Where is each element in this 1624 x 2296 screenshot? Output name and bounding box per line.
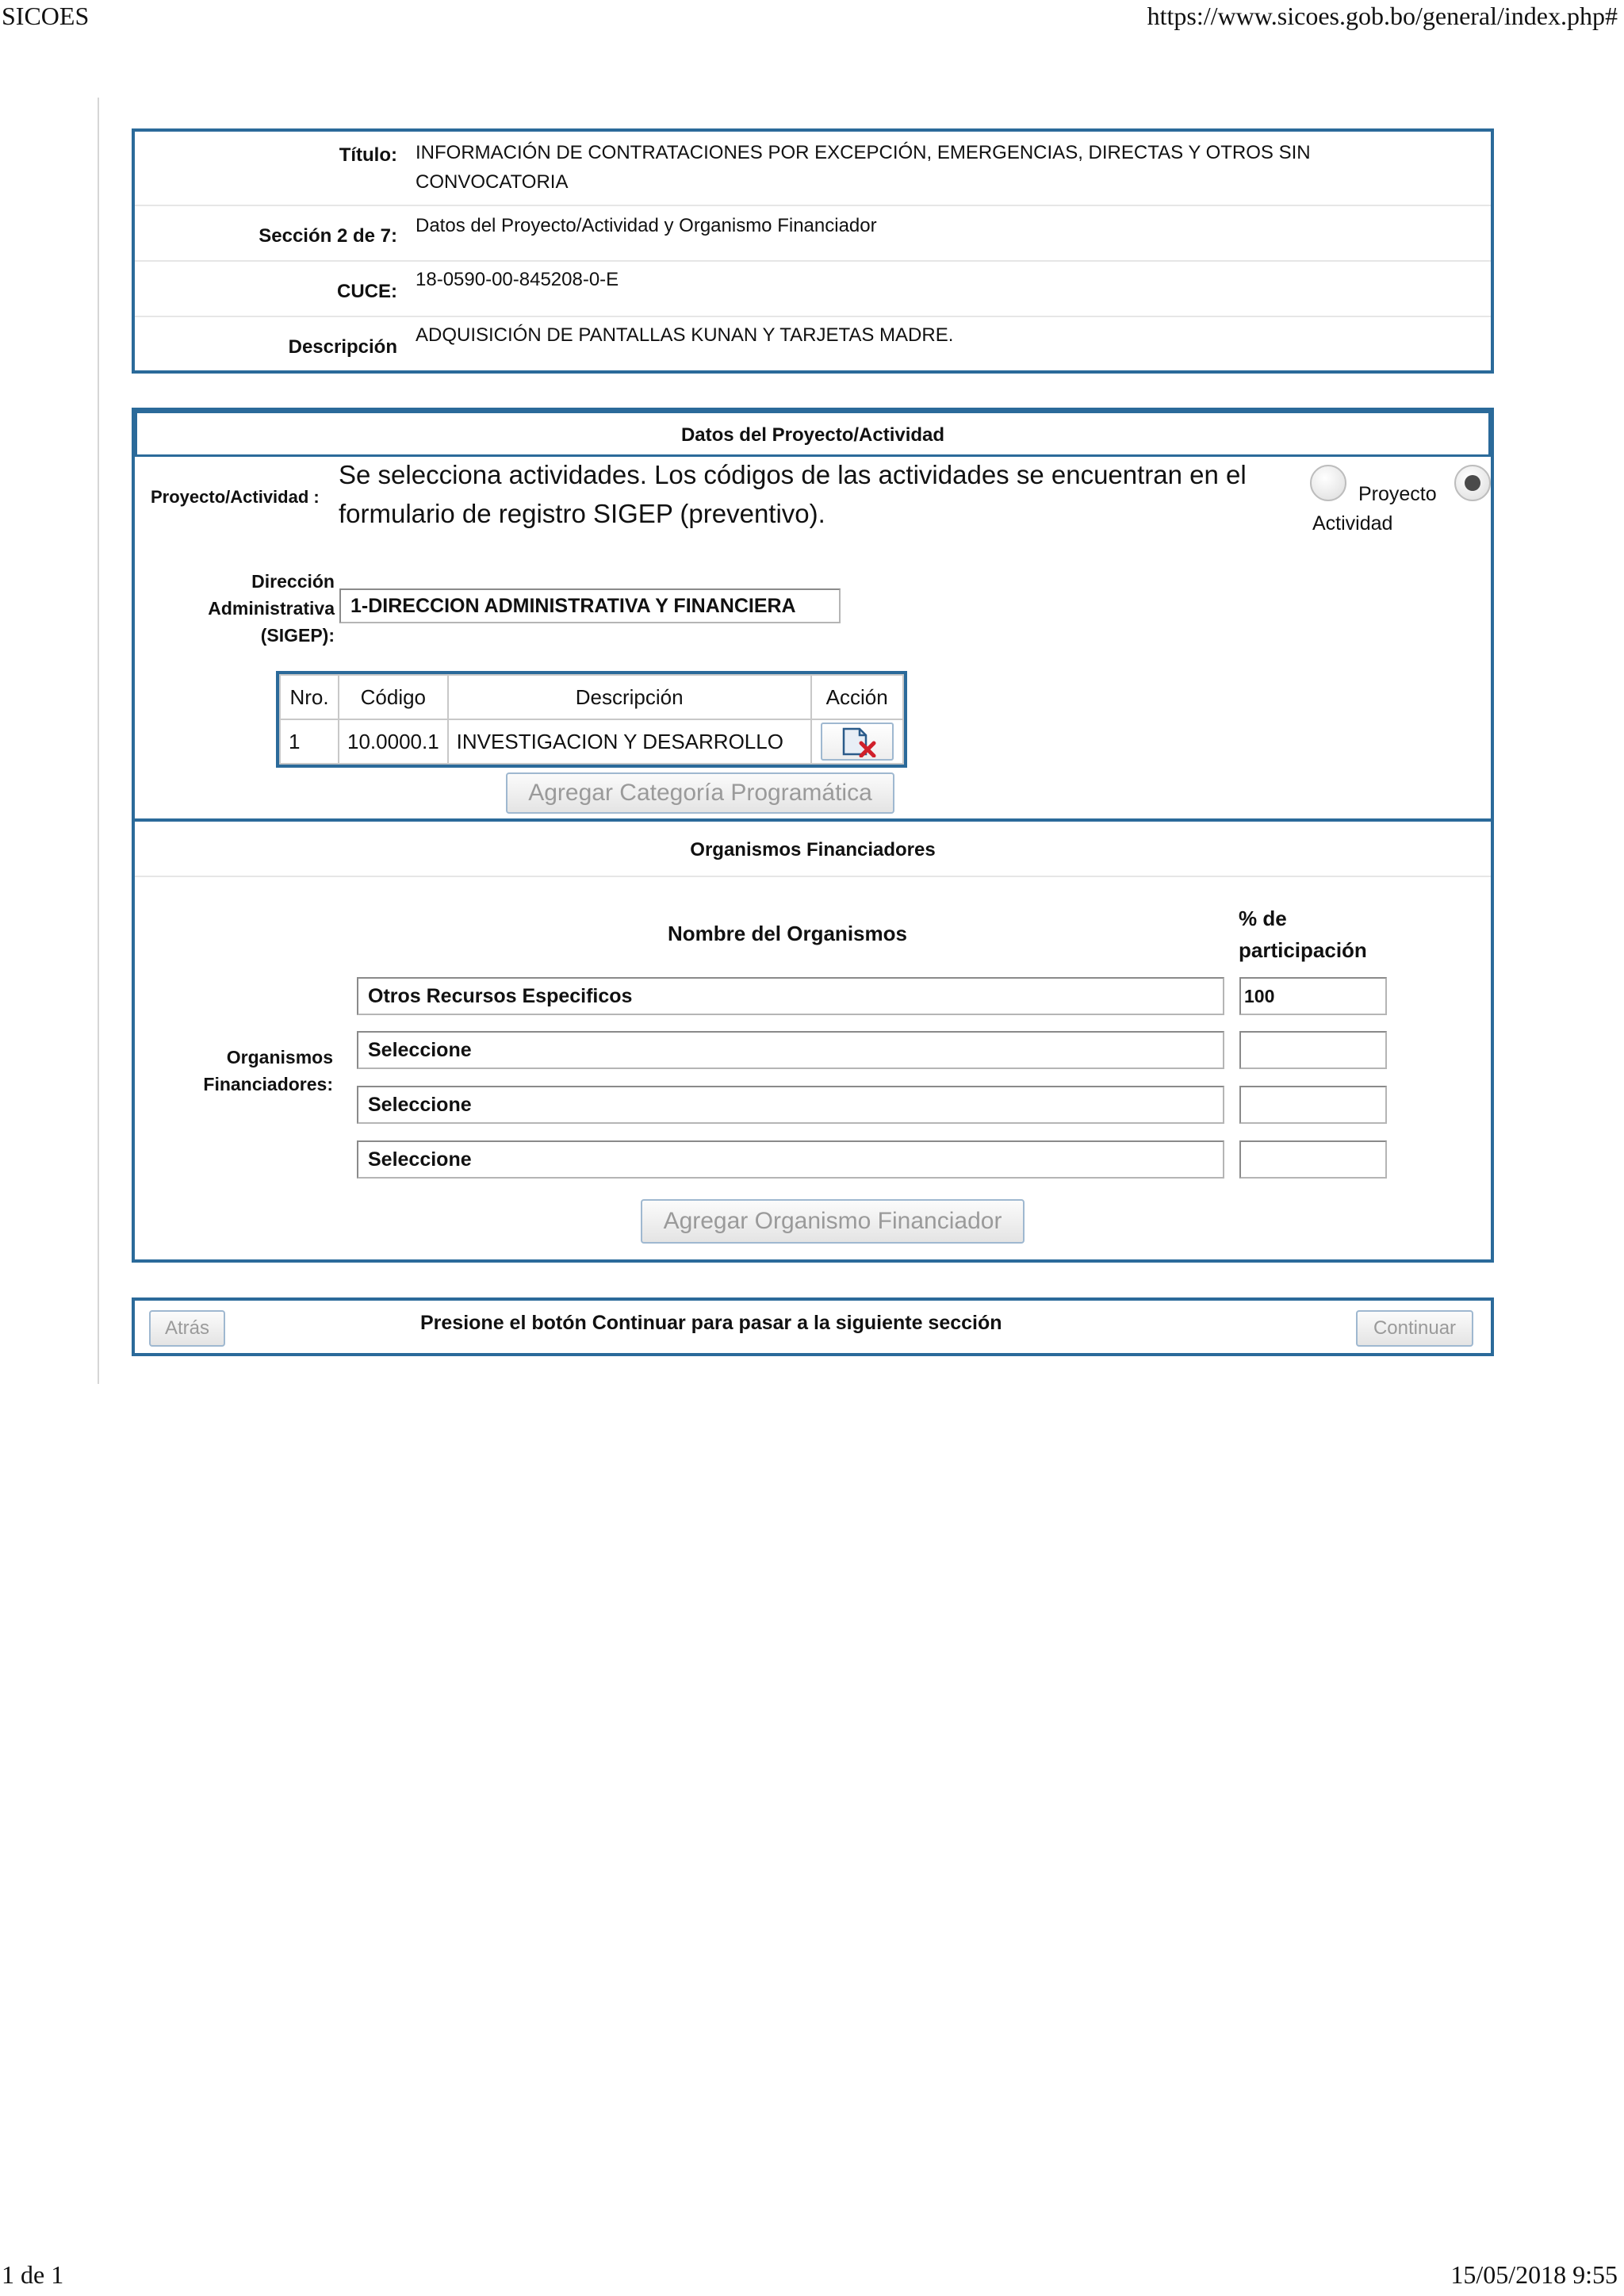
cuce-row xyxy=(135,260,1491,317)
col-nro-header: Nro. xyxy=(280,675,339,719)
radio-selected-dot xyxy=(1465,475,1480,491)
col-participacion-line1: % de xyxy=(1239,907,1287,930)
agregar-organismo-button[interactable]: Agregar Organismo Financiador xyxy=(641,1199,1025,1244)
atras-button[interactable]: Atrás xyxy=(149,1310,225,1347)
col-participacion-line2: participación xyxy=(1239,938,1367,962)
direccion-label-line2: Administrativa xyxy=(208,598,335,619)
organismo-select-2[interactable]: Seleccione xyxy=(357,1031,1224,1069)
participacion-input-4[interactable] xyxy=(1239,1140,1387,1179)
radio-actividad-label: Actividad xyxy=(1312,512,1393,535)
table-row xyxy=(280,719,903,764)
titulo-value: INFORMACIÓN DE CONTRATACIONES POR EXCEPCIÓN, EMERGENCIAS, DIRECTAS Y OTROS SIN CONVOCATORIA xyxy=(416,142,1311,193)
print-footer-date: 15/05/2018 9:55 xyxy=(1450,2260,1618,2289)
proyecto-header-box xyxy=(135,411,1491,457)
cuce-label: CUCE: xyxy=(337,281,397,302)
navigation-bar xyxy=(132,1297,1494,1356)
organismos-section-header: Organismos Financiadores xyxy=(690,839,936,861)
titulo-row xyxy=(135,132,1491,206)
radio-proyecto-label: Proyecto xyxy=(1358,483,1437,505)
organismos-label xyxy=(167,1044,333,1098)
col-participacion-header xyxy=(1239,903,1367,966)
continue-message: Presione el botón Continuar para pasar a la siguiente sección xyxy=(420,1312,1002,1334)
descripcion-value: ADQUISICIÓN DE PANTALLAS KUNAN Y TARJETAS MADRE. xyxy=(416,324,954,346)
proyecto-section-header: Datos del Proyecto/Actividad xyxy=(680,424,945,446)
direccion-select[interactable]: 1-DIRECCION ADMINISTRATIVA Y FINANCIERA xyxy=(339,588,841,623)
descripcion-label: Descripción xyxy=(288,336,397,358)
proyecto-note: Se selecciona actividades. Los códigos de las actividades se encuentran en el formulario de registro SIGEP (preventivo). xyxy=(339,460,1247,528)
print-footer-page: 1 de 1 xyxy=(2,2260,64,2289)
row-descripcion: INVESTIGACION Y DESARROLLO xyxy=(448,719,811,764)
categoria-table xyxy=(279,674,904,765)
col-nombre-organismo-header: Nombre del Organismos xyxy=(668,922,907,945)
participacion-input-1[interactable]: 100 xyxy=(1239,977,1387,1015)
direccion-label xyxy=(182,568,335,649)
col-descripcion-header: Descripción xyxy=(448,675,811,719)
descripcion-row xyxy=(135,316,1491,371)
radio-proyecto[interactable] xyxy=(1310,465,1346,501)
direccion-label-line1: Dirección xyxy=(251,571,335,592)
col-accion-header: Acción xyxy=(811,675,903,719)
organismos-label-line1: Organismos xyxy=(226,1047,333,1068)
row-nro: 1 xyxy=(280,719,339,764)
organismos-header-row xyxy=(135,822,1491,877)
delete-document-icon xyxy=(833,726,880,757)
col-codigo-header: Código xyxy=(339,675,448,719)
categoria-table-box xyxy=(276,671,907,768)
seccion-row xyxy=(135,205,1491,262)
seccion-label: Sección 2 de 7: xyxy=(259,225,397,247)
radio-actividad[interactable] xyxy=(1454,465,1491,501)
organismo-select-1[interactable]: Otros Recursos Especificos xyxy=(357,977,1224,1015)
page-left-border xyxy=(98,98,99,1384)
categoria-table-header xyxy=(280,675,903,719)
organismo-select-3[interactable]: Seleccione xyxy=(357,1086,1224,1124)
print-header-title: SICOES xyxy=(2,2,90,30)
print-header-url: https://www.sicoes.gob.bo/general/index.php# xyxy=(1147,2,1618,30)
proyecto-actividad-label: Proyecto/Actividad : xyxy=(151,487,320,507)
continuar-button[interactable]: Continuar xyxy=(1356,1310,1473,1347)
row-accion xyxy=(811,719,903,764)
seccion-value: Datos del Proyecto/Actividad y Organismo Financiador xyxy=(416,215,877,236)
proyecto-organismos-panel xyxy=(132,408,1494,1263)
organismos-label-line2: Financiadores: xyxy=(203,1074,333,1094)
agregar-categoria-button[interactable]: Agregar Categoría Programática xyxy=(506,772,894,814)
organismo-select-4[interactable]: Seleccione xyxy=(357,1140,1224,1179)
info-panel xyxy=(132,128,1494,374)
participacion-input-3[interactable] xyxy=(1239,1086,1387,1124)
direccion-label-line3: (SIGEP): xyxy=(260,625,335,646)
titulo-label: Título: xyxy=(339,144,397,166)
delete-row-button[interactable] xyxy=(821,723,894,761)
participacion-input-2[interactable] xyxy=(1239,1031,1387,1069)
row-codigo: 10.0000.1 xyxy=(339,719,448,764)
cuce-value: 18-0590-00-845208-0-E xyxy=(416,269,619,290)
